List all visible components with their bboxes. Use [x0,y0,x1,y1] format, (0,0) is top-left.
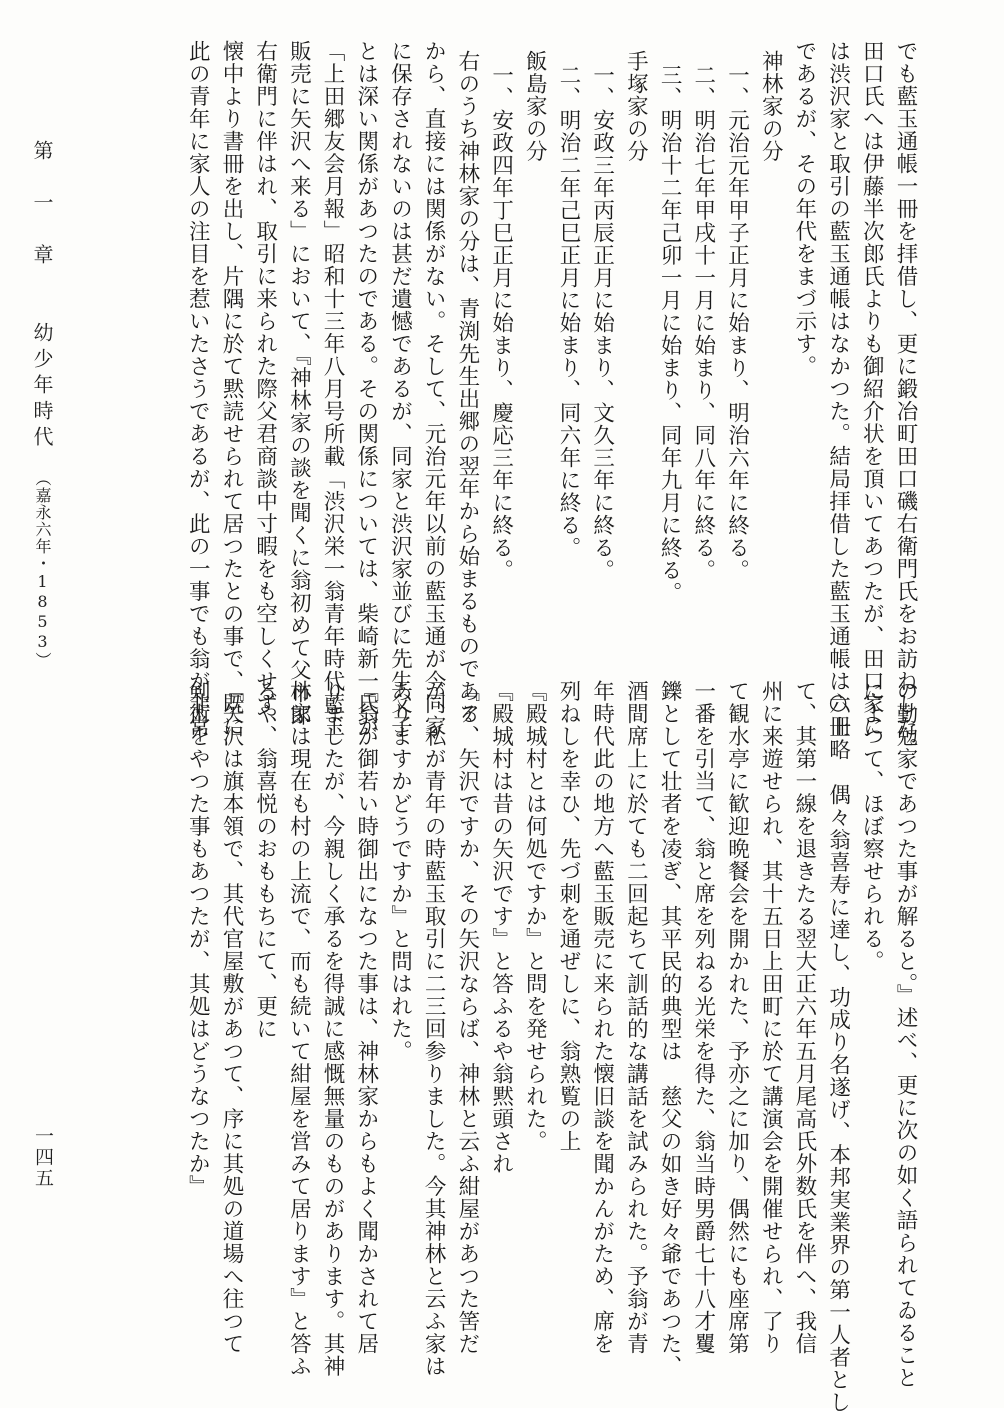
text-line: 此の青年に家人の注目を惹いたさうであるが、此の一事でも翁が非常 [185,40,211,738]
page-number: 一四五 [32,1126,54,1189]
chapter-title: 幼少年時代 [30,322,54,452]
text-line: 懐中より書冊を出し、片隅に於て黙読せられて居つたとの事で、既に [218,40,244,738]
quoted-line: 一番を引当て、翁と席を列ねる光栄を得た、翁当時男爵七十八才矍 [690,680,716,1355]
list-item: 三、明治十二年己卯一月に始まり、同年九月に終る。 [657,64,683,604]
chapter-label: 第 一 章 [30,140,54,270]
quoted-line: 鑠として壮者を凌ぎ、其平民的典型は 慈父の如き好々爺であつた、 [657,680,683,1378]
text-line: 「上田郷友会月報」昭和十三年八月号所載「渋沢栄一翁青年時代藍玉 [320,40,346,738]
section-heading: 飯島家の分 [522,50,548,163]
dialogue-line: ありますかどうですか』と問はれた。 [387,680,413,1063]
list-item: 二、明治七年甲戌十一月に始まり、同八年に終る。 [690,64,716,582]
quoted-line: 酒間席上に於ても二回起ちて訓話的な講話を試みられた。予翁が青 [623,680,649,1355]
dialogue-line: りましたが、今親しく承るを得誠に感慨無量のものがあります。其神 [320,680,346,1378]
list-item: 一、元治元年甲子正月に始まり、明治六年に終る。 [724,64,750,582]
text-line: 右衛門に伴はれ、取引に来られた際父君商談中寸暇をも空しくせず、 [252,40,278,738]
text-line: に保存されないのは甚だ遺憾であるが、同家と渋沢家並びに先生父子 [387,40,413,738]
dialogue-line: 『翁が御若い時御出になつた事は、神林家からもよく聞かされて居 [353,680,379,1355]
list-item: 二、明治二年己巳正月に始まり、同六年に終る。 [555,64,581,559]
chapter-year: （嘉永六年・1853） [33,478,52,669]
dialogue-line: 『殿城村は昔の矢沢です』と答ふるや翁黙頭され [488,680,514,1175]
text-line: 右のうち神林家の分は、青渕先生出郷の翌年から始まるものである [454,50,480,725]
list-item: 一、安政四年丁巳正月に始まり、慶応三年に終る。 [488,64,514,582]
quoted-line: て観水亭に歓迎晩餐会を開かれた、予亦之に加り、偶然にも座席第 [724,680,750,1355]
upper-text-block [181,40,922,760]
dialogue-line: るや、翁喜悦のおももちにて、更に [252,680,278,1040]
quoted-line: 列ねしを幸ひ、先づ刺を通ぜしに、翁熟覧の上 [555,680,581,1153]
section-heading: 神林家の分 [758,50,784,163]
text-line: の勤勉家であつた事が解ると。』述べ、更に次の如く語られてゐること [893,680,918,1390]
dialogue-line: 『殿城村とは何処ですか』と問を発せられた。 [522,680,548,1153]
section-heading: 手塚家の分 [623,50,649,163]
quoted-line: 年時代此の地方へ藍玉販売に来られた懐旧談を聞かんがため、席を [589,680,615,1355]
dialogue-line: が、私が青年の時藍玉取引に二三回参りました。今其神林と云ふ家は [421,680,447,1378]
text-line: でも藍玉通帳一冊を拝借し、更に鍛冶町田口磯右衛門氏をお訪ねした。 [893,40,918,760]
text-line: から、直接には関係がない。そして、元治元年以前の藍玉通が今同家 [421,40,447,738]
dialogue-line: 『矢沢は旗本領で、其代官屋敷があつて、序に其処の道場へ往つて [218,680,244,1355]
quoted-line: て、其第一線を退きたる翌大正六年五月尾高氏外数氏を伴へ、我信 [791,680,817,1355]
dialogue-line: 『ア、矢沢ですか、その矢沢ならば、神林と云ふ紺屋があつた筈だ [454,680,480,1355]
dialogue-line: 剣術をやつた事もあつたが、其処はどうなつたか』 [185,680,211,1198]
running-head [28,140,57,669]
text-line: とは深い関係があつたのである。その関係については、柴崎新一氏が [353,40,379,738]
quoted-line: 州に来遊せられ、其十五日上田町に於て講演会を開催せられ、了り [758,680,784,1355]
text-line: によつて、ほぼ察せられる。 [859,680,885,973]
text-line: は渋沢家と取引の藍玉通帳はなかつた。結局拝借した藍玉通帳は六冊 [825,40,851,738]
text-line: 田口氏へは伊藤半次郎氏よりも御紹介状を頂いてあつたが、田口家に [859,40,885,738]
dialogue-line: 林家は現在も村の上流で、而も続いて紺屋を営みて居ります』と答ふ [286,680,312,1378]
text-line: 販売に矢沢へ来る」において、『神林家の談を聞くに翁初めて父市郎 [286,40,312,727]
lower-text-block [181,680,922,1414]
list-item: 一、安政三年丙辰正月に始まり、文久三年に終る。 [589,64,615,582]
quoted-line: ○上略 偶々翁喜寿に達し、功成り名遂げ、本邦実業界の第一人者とし [825,690,851,1414]
text-line: であるが、その年代をまづ示す。 [791,40,817,378]
